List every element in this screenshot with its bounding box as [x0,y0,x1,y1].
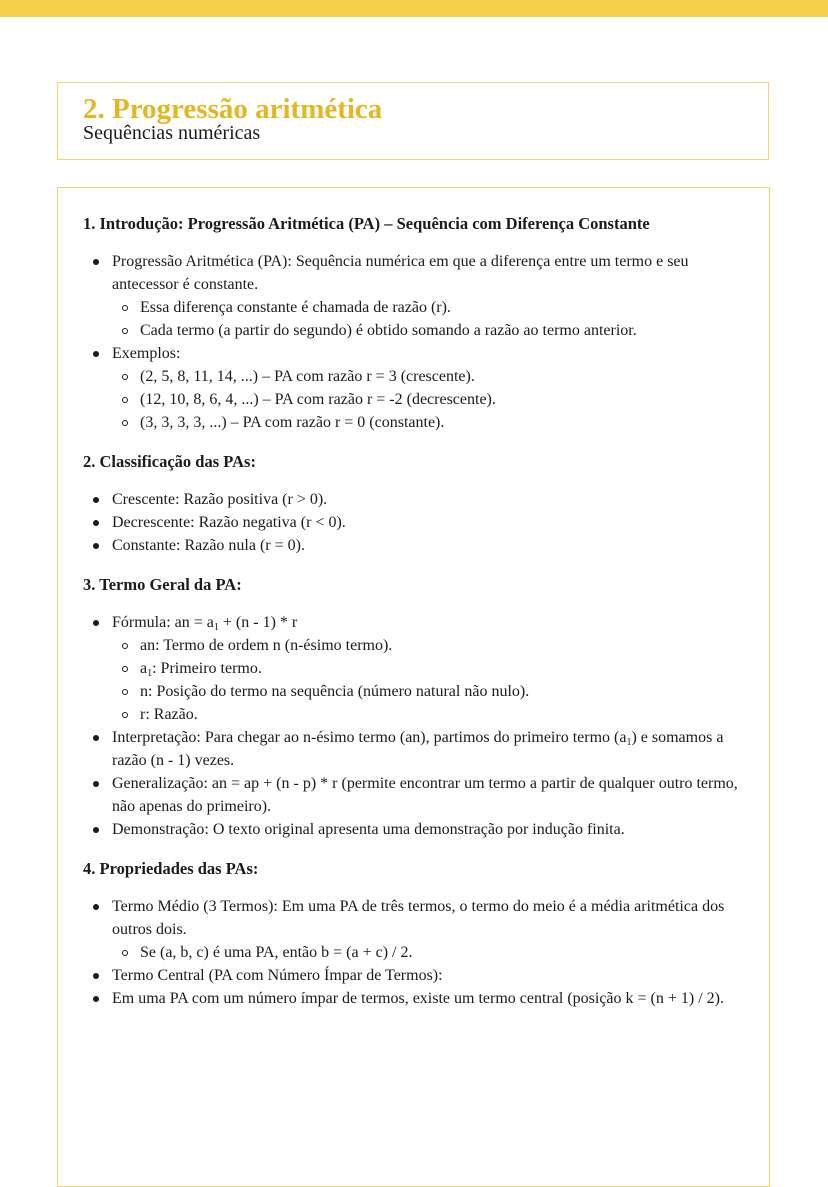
sub-list-item: Essa diferença constante é chamada de razão (r). [112,296,748,319]
sub-list [112,365,748,434]
sub-list [112,634,748,726]
list-item: Termo Central (PA com Número Ímpar de Termos): [83,964,748,987]
section-list-introducao [83,250,748,434]
sub-list-item: $a_1$: Primeiro termo. [112,657,748,680]
list-item [83,342,748,434]
sub-list [112,941,748,964]
section-heading-propriedades: 4. Propriedades das PAs: [83,859,259,878]
title-card [57,82,769,160]
sub-list-item: (3, 3, 3, 3, ...) – PA com razão r = 0 (constante). [112,411,748,434]
list-item: Demonstração: O texto original apresenta uma demonstração por indução finita. [83,818,748,841]
content-body [83,212,748,1010]
list-item: Interpretação: Para chegar ao n-ésimo termo (an), partimos do primeiro termo $(a_1)$ e somamos a razão (n - 1) vezes. [83,726,748,772]
list-item-text: Termo Médio (3 Termos): Em uma PA de três termos, o termo do meio é a média aritmética dos outros dois. [112,898,725,938]
sub-list-item: Se (a, b, c) é uma PA, então b = (a + c) / 2. [112,941,748,964]
sub-list-item: n: Posição do termo na sequência (número natural não nulo). [112,680,748,703]
list-item [83,250,748,342]
formula-text: Fórmula: an = $a_1 + (n - 1) * r$ [112,614,298,633]
top-accent-bar [0,0,828,17]
list-item: Crescente: Razão positiva (r > 0). [83,488,748,511]
page-subtitle: Sequências numéricas [83,122,261,144]
list-item: Em uma PA com um número ímpar de termos, existe um termo central (posição k = (n + 1) / 2). [83,987,748,1010]
list-item: Generalização: an = ap + (n - p) * r (permite encontrar um termo a partir de qualquer outro termo, não apenas do primeiro). [83,772,748,818]
section-heading-introducao: 1. Introdução: Progressão Aritmética (PA) – Sequência com Diferença Constante [83,214,650,233]
sub-list-item: (2, 5, 8, 11, 14, ...) – PA com razão r = 3 (crescente). [112,365,748,388]
list-item-text: Progressão Aritmética (PA): Sequência numérica em que a diferença entre um termo e seu antecessor é constante. [112,253,689,293]
list-item: Decrescente: Razão negativa (r < 0). [83,511,748,534]
sub-list [112,296,748,342]
content-card [57,187,770,1187]
section-list-classificacao [83,488,748,557]
section-heading-termo-geral: 3. Termo Geral da PA: [83,575,242,594]
list-item: Constante: Razão nula (r = 0). [83,534,748,557]
section-list-propriedades [83,895,748,1010]
sub-list-item: (12, 10, 8, 6, 4, ...) – PA com razão r = -2 (decrescente). [112,388,748,411]
list-item [83,895,748,964]
sub-list-item: Cada termo (a partir do segundo) é obtido somando a razão ao termo anterior. [112,319,748,342]
page-title: 2. Progressão aritmética [83,93,383,125]
section-list-termo-geral [83,611,748,841]
sub-list-item: r: Razão. [112,703,748,726]
sub-list-item: an: Termo de ordem n (n-ésimo termo). [112,634,748,657]
list-item [83,611,748,726]
list-item-text: Exemplos: [112,345,181,362]
section-heading-classificacao: 2. Classificação das PAs: [83,452,256,471]
